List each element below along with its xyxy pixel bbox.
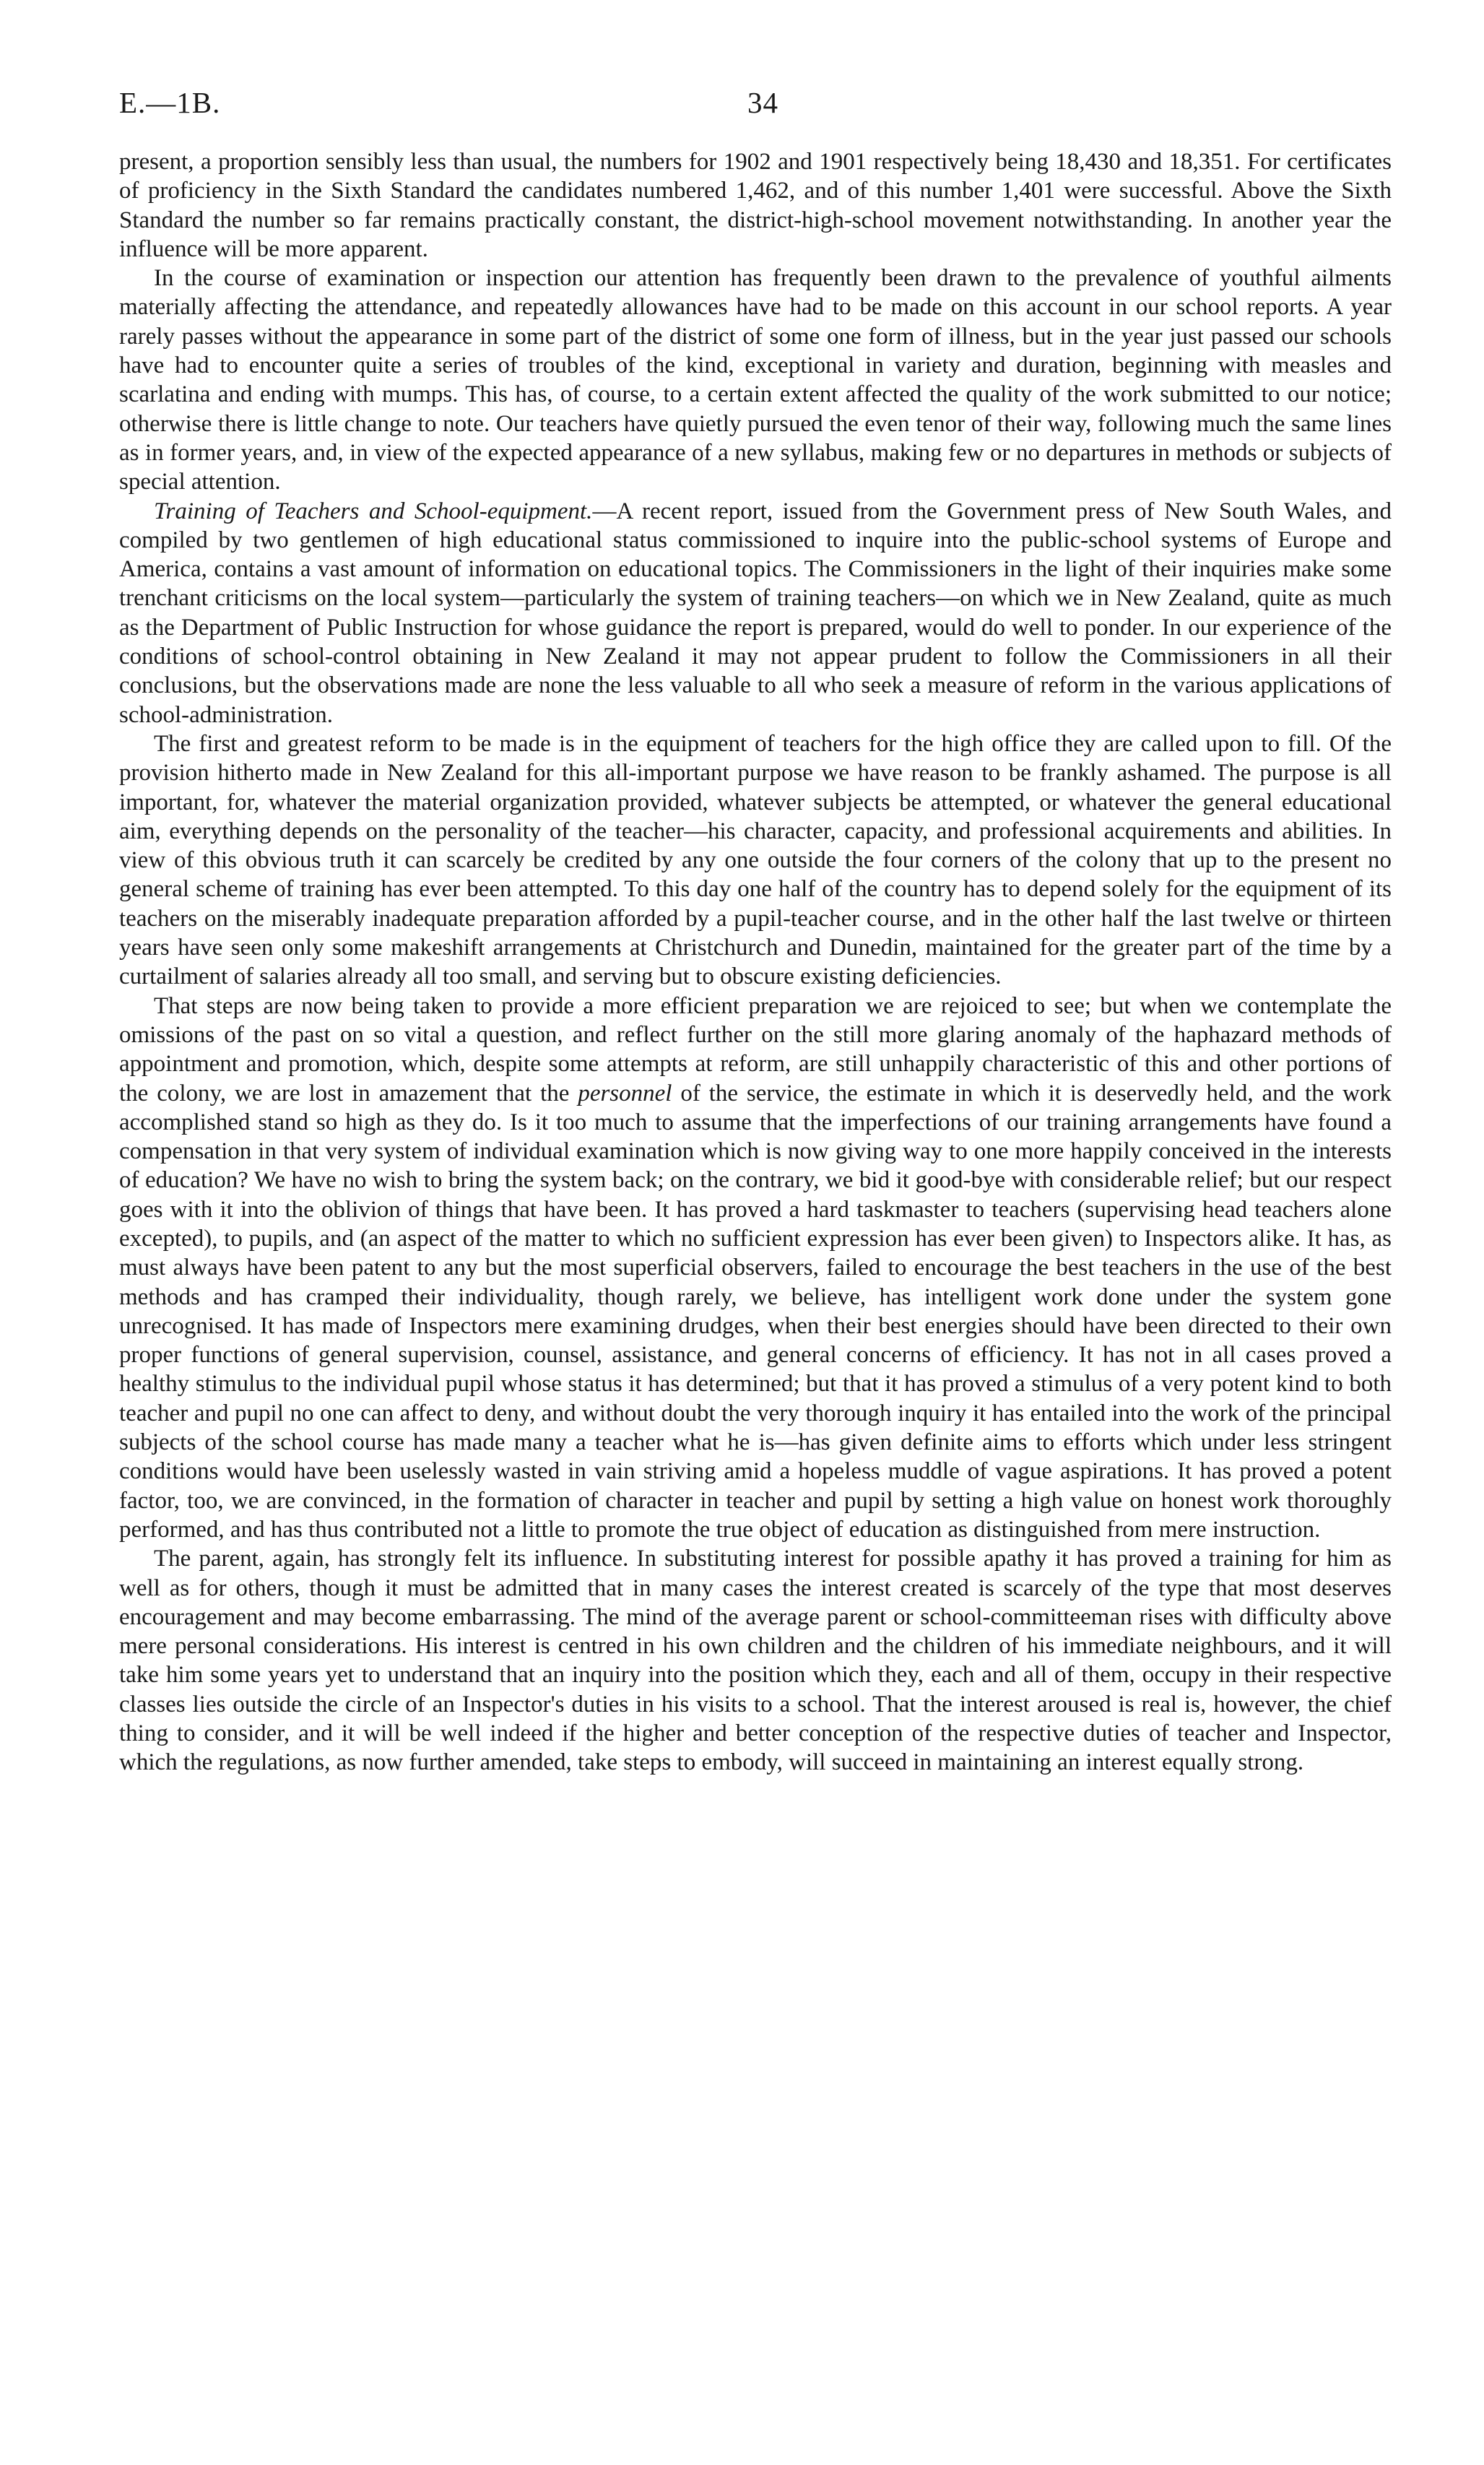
section-heading: Training of Teachers and School-equipment. [154, 498, 593, 524]
document-reference: E.—1B. [119, 86, 221, 119]
emphasis-personnel: personnel [578, 1080, 672, 1106]
document-body [119, 147, 1392, 1777]
paragraph-3-text: —A recent report, issued from the Government press of New South Wales, and compiled by two gentlemen of high educational status commissioned to inquire into the public-school systems of Europe and America, contains a vast amount of information on educational topics. The Commissioners in the light of their inquiries make some trenchant criticisms on the local system—particularly the system of training teachers—on which we in New Zealand, quite as much as the Department of Public Instruction for whose guidance the report is prepared, would do well to ponder. In our experience of the conditions of school-control obtaining in New Zealand it may not appear prudent to follow the Commissioners in all their conclusions, but the observations made are none the less valuable to all who seek a measure of reform in the various applications of school-administration. [119, 498, 1392, 728]
paragraph-4: The first and greatest reform to be made is in the equipment of teachers for the high office they are called upon to fill. Of the provision hitherto made in New Zealand for this all-important purpose we have reason to be frankly ashamed. The purpose is all important, for, whatever the material organization provided, whatever subjects be attempted, or whatever the general educational aim, everything depends on the personality of the teacher—his character, capacity, and professional acquirements and abilities. In view of this obvious truth it can scarcely be credited by any one outside the four corners of the colony that up to the present no general scheme of training has ever been attempted. To this day one half of the country has to depend solely for the equipment of its teachers on the miserably inadequate preparation afforded by a pupil-teacher course, and in the other half the last twelve or thirteen years have seen only some makeshift arrangements at Christchurch and Dunedin, maintained for the greater part of the time by a curtailment of salaries already all too small, and serving but to obscure existing deficiencies. [119, 730, 1392, 990]
paragraph-5-text-before: That steps are now being taken to provide a more efficient preparation we are rejoiced to see; but when we contemplate the omissions of the past on so vital a question, and reflect further on the still more glaring anomaly of the haphazard methods of appointment and promotion, which, despite some attempts at reform, are still unhappily characteristic of this and other portions of the colony, we are lost in amazement that the [119, 992, 1392, 1106]
paragraph-3 [119, 497, 1392, 729]
paragraph-1: present, a proportion sensibly less than usual, the numbers for 1902 and 1901 respectively being 18,430 and 18,351. For certificates of proficiency in the Sixth Standard the candidates numbered 1,462, and of this number 1,401 were successful. Above the Sixth Standard the number so far remains practically constant, the district-high-school movement notwithstanding. In another year the influence will be more apparent. [119, 149, 1392, 262]
paragraph-6: The parent, again, has strongly felt its influence. In substituting interest for possible apathy it has proved a training for him as well as for others, though it must be admitted that in many cases the interest created is scarcely of the type that most deserves encouragement and may become embarrassing. The mind of the average parent or school-committeeman rises with difficulty above mere personal considerations. His interest is centred in his own children and the children of his immediate neighbours, and it will take him some years yet to understand that an inquiry into the position which they, each and all of them, occupy in their respective classes lies outside the circle of an Inspector's duties in his visits to a school. That the interest aroused is real is, however, the chief thing to consider, and it will be well indeed if the higher and better conception of the respective duties of teacher and Inspector, which the regulations, as now further amended, take steps to embody, will succeed in maintaining an interest equally strong. [119, 1546, 1392, 1776]
paragraph-5 [119, 992, 1392, 1545]
page-number: 34 [747, 86, 778, 119]
paragraph-2: In the course of examination or inspection our attention has frequently been drawn to the prevalence of youthful ailments materially affecting the attendance, and repeatedly allowances have had to be made on this account in our school reports. A year rarely passes without the appearance in some part of the district of some one form of illness, but in the year just passed our schools have had to encounter quite a series of troubles of the kind, exceptional in variety and duration, beginning with measles and scarlatina and ending with mumps. This has, of course, to a certain extent affected the quality of the work submitted to our notice; otherwise there is little change to note. Our teachers have quietly pursued the even tenor of their way, following much the same lines as in former years, and, in view of the expected appearance of a new syllabus, making few or no departures in methods or subjects of special attention. [119, 265, 1392, 495]
page-header [119, 85, 1392, 129]
document-page [119, 85, 1392, 1777]
paragraph-5-text-after: of the service, the estimate in which it is deservedly held, and the work accomplished stand so high as they do. Is it too much to assume that the imperfections of our training arrangements have found a compensation in that very system of individual examination which is now giving way to one more happily conceived in the interests of education? We have no wish to bring the system back; on the contrary, we bid it good-bye with considerable relief; but our respect goes with it into the oblivion of things that have been. It has proved a hard taskmaster to teachers (supervising head teachers alone excepted), to pupils, and (an aspect of the matter to which no sufficient expression has ever been given) to Inspectors alike. It has, as must always have been patent to any but the most superficial observers, failed to encourage the best teachers in the use of the best methods and has cramped their individuality, though rarely, we believe, has intelligent work done under the system gone unrecognised. It has made of Inspectors mere examining drudges, when their best energies should have been directed to their own proper functions of general supervision, counsel, assistance, and general concerns of efficiency. It has not in all cases proved a healthy stimulus to the individual pupil whose status it has determined; but that it has proved a stimulus of a very potent kind to both teacher and pupil no one can affect to deny, and without doubt the very thorough inquiry it has entailed into the work of the principal subjects of the school course has made many a teacher what he is—has given definite aims to efforts which under less stringent conditions would have been uselessly wasted in vain striving amid a hopeless muddle of vague aspirations. It has proved a potent factor, too, we are convinced, in the formation of character in teacher and pupil by setting a high value on honest work thoroughly performed, and has thus contributed not a little to promote the true object of education as distinguished from mere instruction. [119, 1080, 1392, 1543]
